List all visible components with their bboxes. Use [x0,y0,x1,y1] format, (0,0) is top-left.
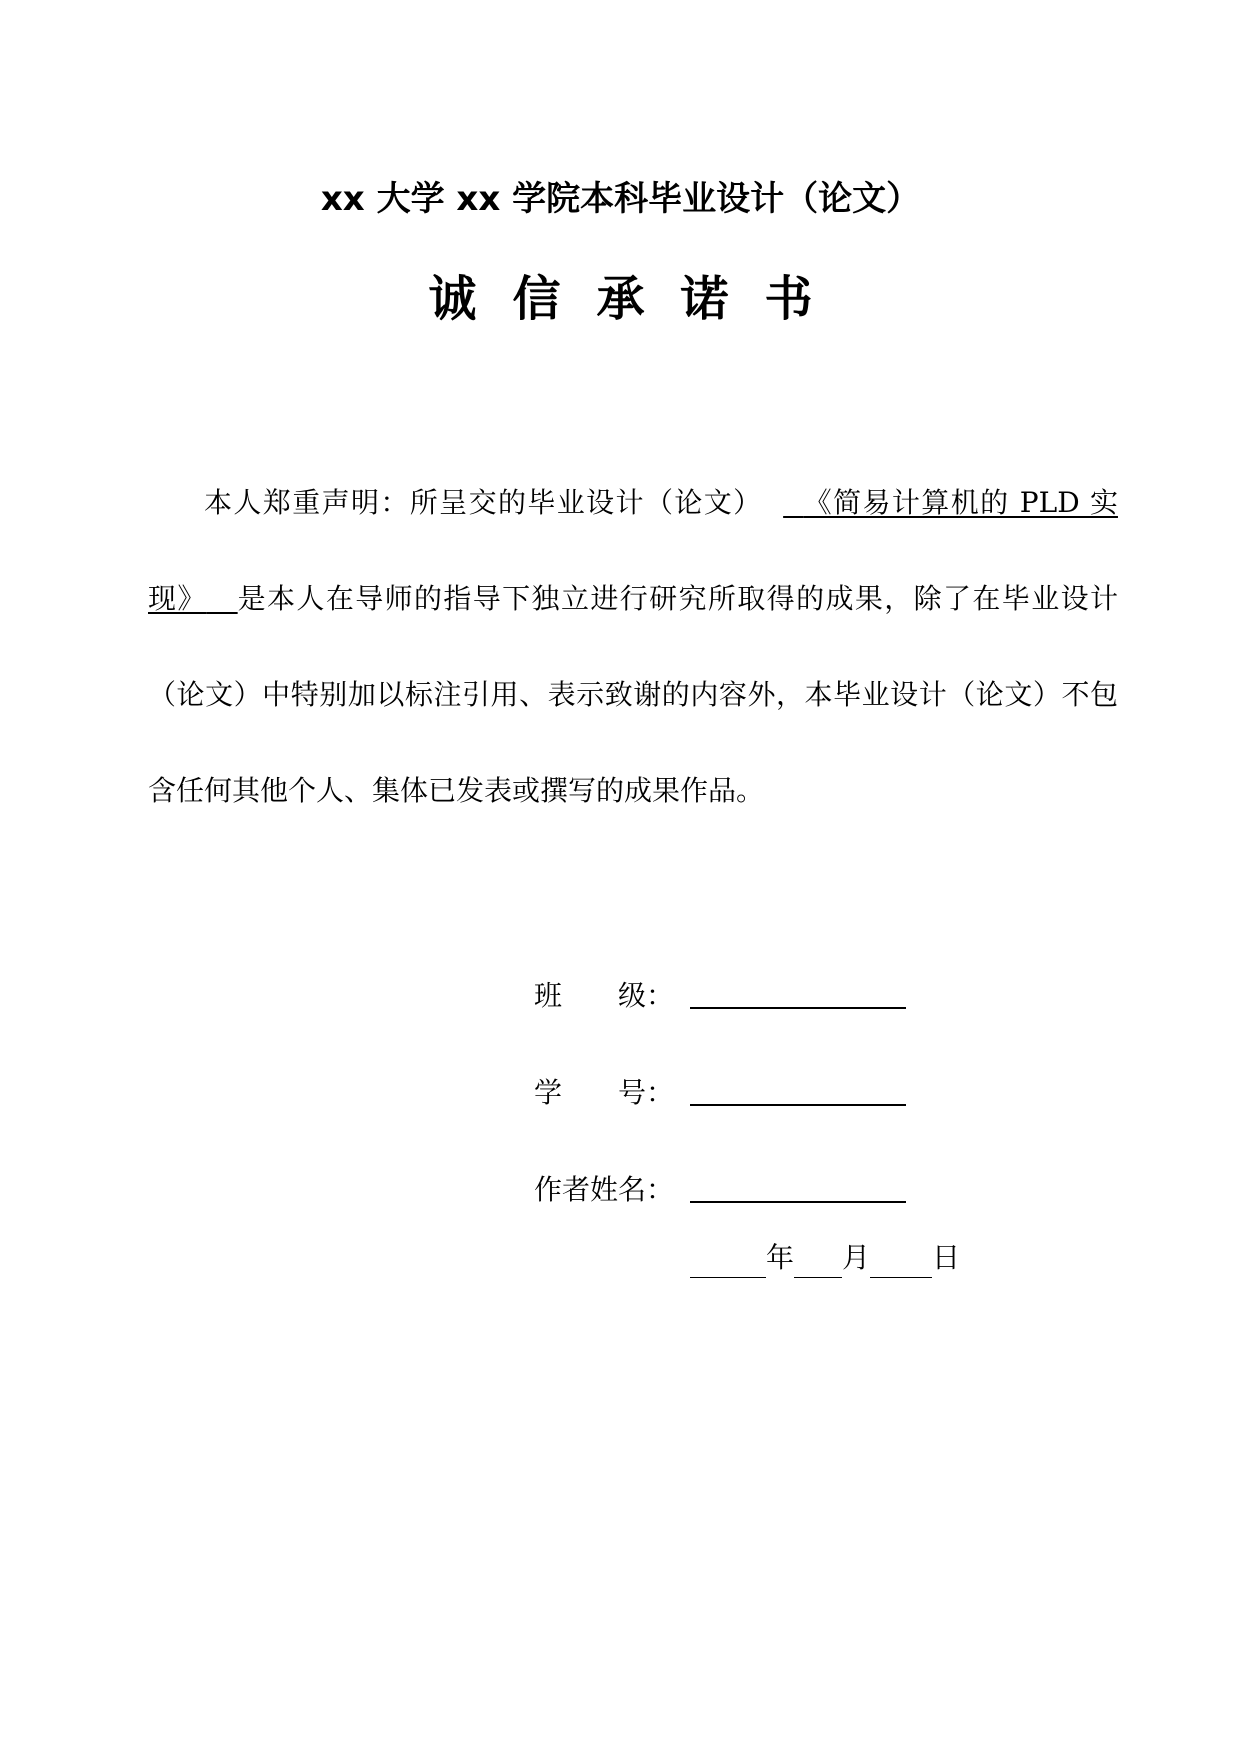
university-title: xx 大学 xx 学院本科毕业设计（论文） [320,179,921,219]
class-row [534,945,1034,1042]
student-id-field[interactable] [690,1076,906,1106]
day-label: 日 [932,1241,961,1274]
author-row [534,1139,1034,1236]
document-title: 诚信承诺书 [428,271,849,327]
date-row [690,1238,960,1278]
class-label: 班 级： [534,978,675,1012]
signature-block [534,945,1034,1236]
year-label: 年 [766,1241,795,1274]
day-field[interactable] [870,1245,932,1278]
statement-body: 是本人在导师的指导下独立进行研究所取得的成果，除了在毕业设计（论文）中特别加以标注引用、表示致谢的内容外，本毕业设计（论文）不包含任何其他个人、集体已发表或撰写的成果作品。 [148,582,1118,807]
author-name-field[interactable] [690,1173,906,1203]
author-label: 作者姓名： [534,1172,675,1206]
student-id-label: 学 号： [534,1075,675,1109]
class-field[interactable] [690,979,906,1009]
statement-paragraph [148,455,1118,839]
student-id-row [534,1042,1034,1139]
thesis-title: 《简易计算机的 PLD 实现》 [148,486,1118,615]
month-field[interactable] [794,1245,842,1278]
month-label: 月 [842,1241,871,1274]
year-field[interactable] [690,1245,766,1278]
statement-intro: 本人郑重声明：所呈交的毕业设计（论文） [204,486,763,519]
